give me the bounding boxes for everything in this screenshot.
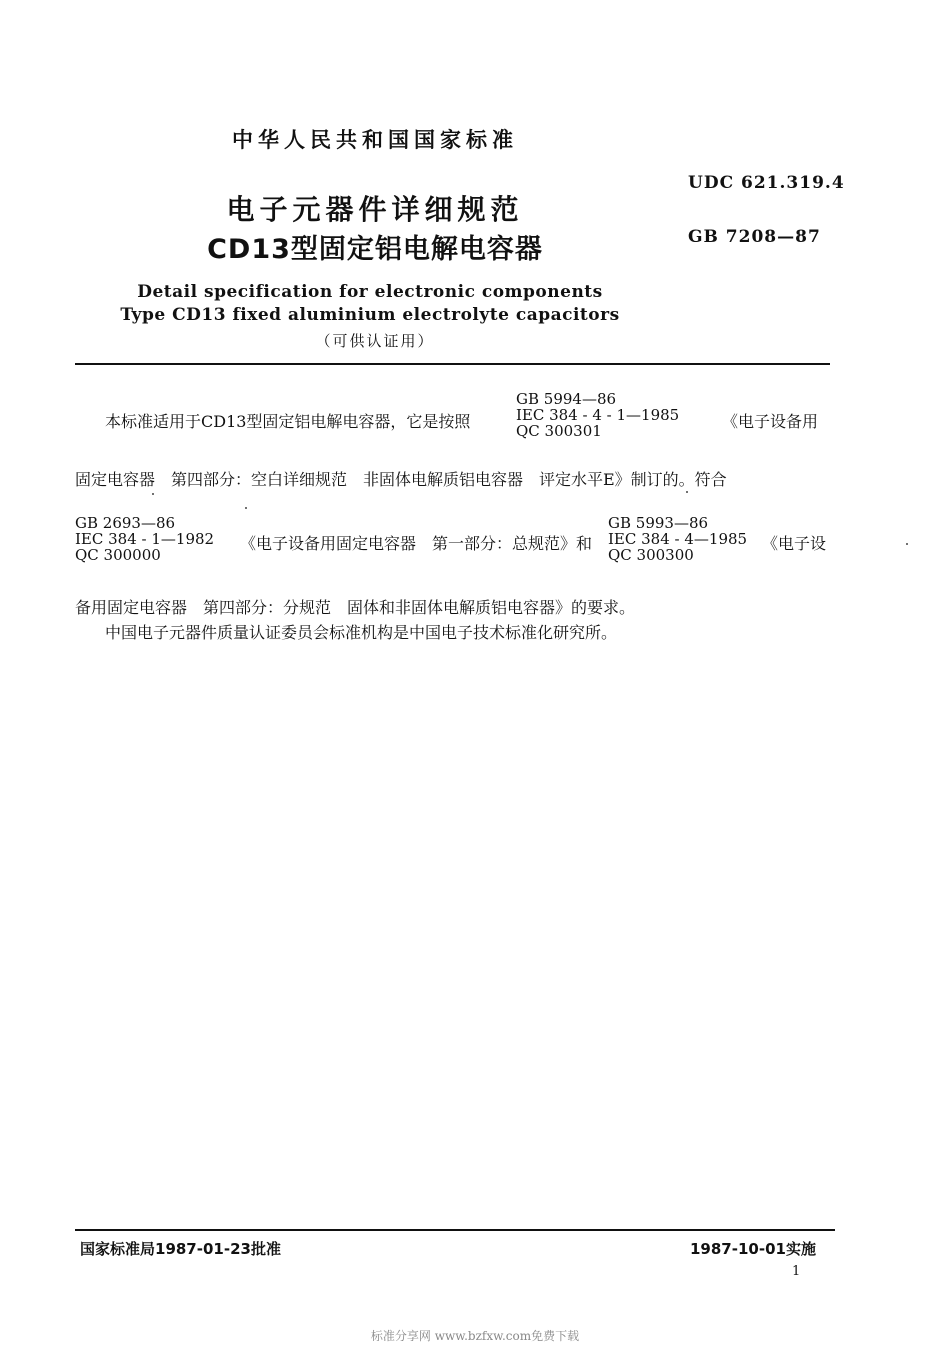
certification-note: （可供认证用）	[315, 332, 435, 350]
reference-gb: GB 5993—86	[608, 514, 709, 532]
scan-speck	[245, 507, 247, 509]
document-title-cn: 电子元器件详细规范	[226, 193, 524, 226]
reference-stack-2	[75, 515, 214, 563]
national-standard-heading: 中华人民共和国国家标准	[232, 128, 518, 152]
reference-stack-1	[516, 391, 679, 439]
watermark: 标准分享网 www.bzfxw.com免费下载	[370, 1329, 580, 1343]
document-subtitle-en: Type CD13 fixed aluminium electrolyte capacitors	[120, 305, 620, 325]
scan-speck	[686, 491, 688, 493]
document-title-en: Detail specification for electronic components	[137, 282, 603, 302]
reference-qc: QC 300000	[75, 546, 161, 564]
reference-iec: IEC 384 - 4—1985	[608, 530, 748, 548]
paragraph-2-line-2: 备用固定电容器 第四部分：分规范 固体和非固体电解质铝电容器》的要求。	[75, 598, 636, 617]
page-number: 1	[792, 1264, 801, 1279]
footer-divider	[75, 1229, 835, 1231]
paragraph-1-continuation: 《电子设备用	[722, 412, 819, 431]
scan-speck	[906, 543, 908, 545]
reference-qc: QC 300300	[608, 546, 694, 564]
effective-date: 1987-10-01实施	[690, 1240, 816, 1258]
udc-code: UDC 621.319.4	[688, 173, 845, 193]
gb-standard-number: GB 7208—87	[688, 227, 821, 247]
reference-iec: IEC 384 - 1—1982	[75, 530, 215, 548]
reference-stack-3	[608, 515, 747, 563]
approval-date: 国家标准局1987-01-23批准	[80, 1240, 281, 1258]
paragraph-1-line-2: 固定电容器 第四部分：空白详细规范 非固体电解质铝电容器 评定水平E》制订的。符合	[75, 470, 727, 489]
reference-iec: IEC 384 - 4 - 1—1985	[516, 406, 680, 424]
paragraph-2-middle: 《电子设备用固定电容器 第一部分：总规范》和	[240, 534, 593, 553]
document-subtitle-cn: CD13型固定铝电解电容器	[207, 234, 543, 265]
paragraph-2-end: 《电子设	[762, 534, 827, 553]
reference-qc: QC 300301	[516, 422, 602, 440]
paragraph-1-start: 本标准适用于CD13型固定铝电解电容器，它是按照	[105, 412, 471, 431]
reference-gb: GB 5994—86	[516, 390, 617, 408]
paragraph-3: 中国电子元器件质量认证委员会标准机构是中国电子技术标准化研究所。	[105, 623, 618, 642]
reference-gb: GB 2693—86	[75, 514, 176, 532]
scan-speck	[152, 493, 154, 495]
header-divider	[75, 363, 830, 365]
